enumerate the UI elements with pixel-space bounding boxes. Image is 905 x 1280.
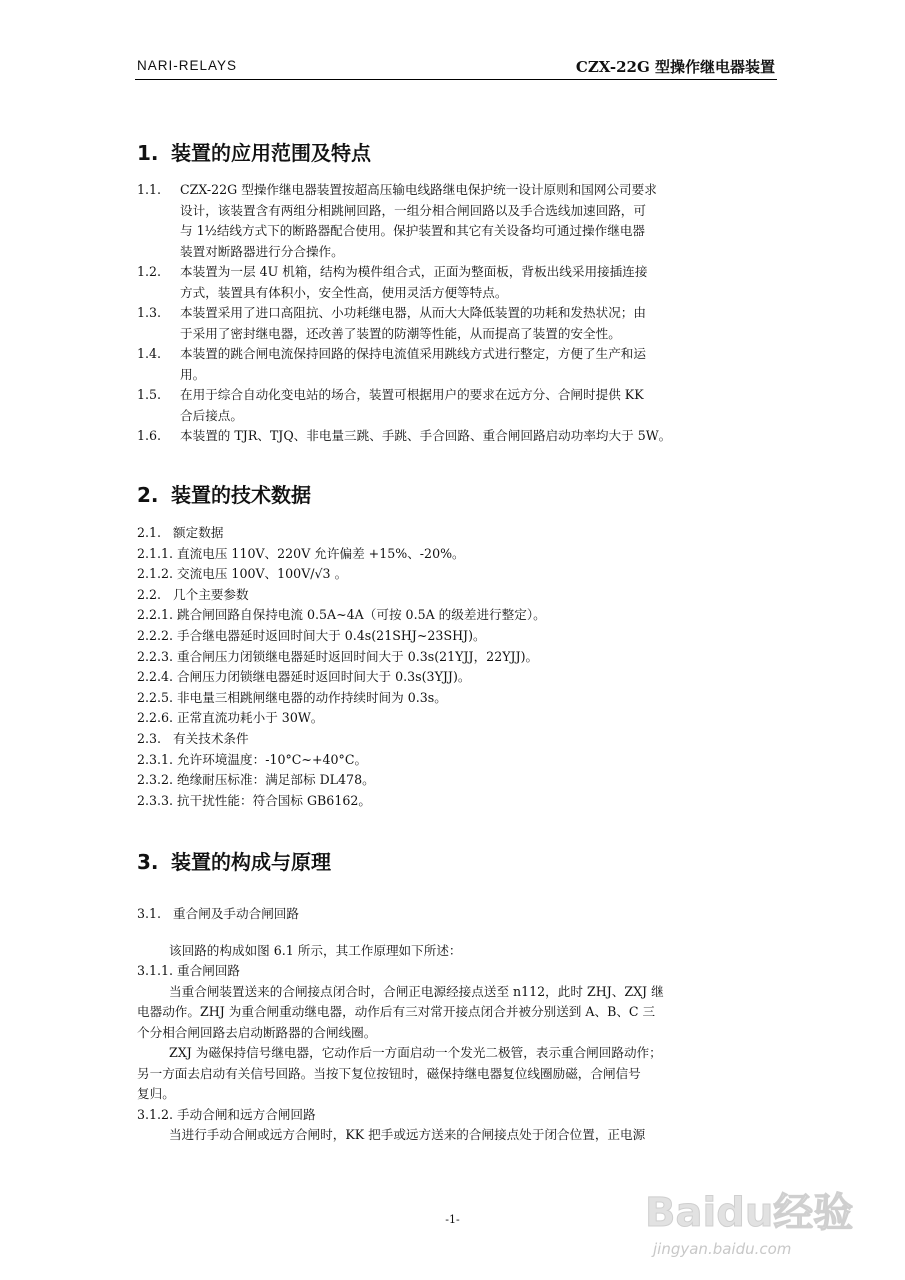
section-number: 1. bbox=[137, 141, 159, 165]
spec-line: 2.3.3. 抗干扰性能：符合国标 GB6162。 bbox=[137, 792, 371, 808]
section-3-body bbox=[137, 904, 777, 1146]
text-line: CZX-22G 型操作继电器装置按超高压输电线路继电保护统一设计原则和国网公司要求 bbox=[180, 182, 657, 197]
text-line: 本装置采用了进口高阻抗、小功耗继电器，从而大大降低装置的功耗和发热状况；由 bbox=[180, 305, 646, 320]
spec-line: 2.1.2. 交流电压 100V、100V/√3 。 bbox=[137, 566, 348, 582]
paragraph-line: 当进行手动合闸或远方合闸时，KK 把手或远方送来的合闸接点处于闭合位置，正电源 bbox=[169, 1127, 646, 1142]
section-title: 装置的构成与原理 bbox=[171, 850, 331, 874]
paragraph-line: 电器动作。ZHJ 为重合闸重动继电器，动作后有三对常开接点闭合并被分别送到 A、B、C 三 bbox=[137, 1004, 656, 1019]
item-number: 1.3. bbox=[137, 305, 162, 320]
spec-line: 2.2.5. 非电量三相跳闸继电器的动作持续时间为 0.3s。 bbox=[137, 689, 447, 705]
section-2-title bbox=[137, 479, 311, 508]
item-number: 1.6. bbox=[137, 428, 162, 443]
section-number: 2. bbox=[137, 483, 159, 507]
paragraph-line: 该回路的构成如图 6.1 所示，其工作原理如下所述： bbox=[169, 942, 462, 958]
spec-line: 2.2.4. 合闸压力闭锁继电器延时返回时间大于 0.3s(3YJJ)。 bbox=[137, 669, 471, 685]
item-number: 1.4. bbox=[137, 346, 162, 361]
section-1-title bbox=[137, 137, 371, 166]
section-title: 装置的应用范围及特点 bbox=[171, 141, 371, 165]
spec-line: 2.1.1. 直流电压 110V、220V 允许偏差 +15%、-20%。 bbox=[137, 545, 465, 561]
spec-line: 2.3.2. 绝缘耐压标准：满足部标 DL478。 bbox=[137, 772, 375, 788]
section-1-list bbox=[137, 180, 777, 447]
section-title: 装置的技术数据 bbox=[171, 483, 311, 507]
text-line: 合后接点。 bbox=[180, 407, 243, 423]
list-item bbox=[137, 262, 777, 303]
item-number: 1.2. bbox=[137, 264, 162, 279]
paragraph-line: ZXJ 为磁保持信号继电器，它动作后一方面启动一个发光二极管，表示重合闸回路动作； bbox=[169, 1045, 662, 1060]
spec-line: 2.2.6. 正常直流功耗小于 30W。 bbox=[137, 710, 324, 726]
text-line: 用。 bbox=[180, 366, 206, 382]
item-number: 1.5. bbox=[137, 387, 162, 402]
spec-line: 2.1. 额定数据 bbox=[137, 525, 224, 540]
page-number: -1- bbox=[445, 1213, 460, 1226]
header-left: NARI-RELAYS bbox=[137, 58, 238, 73]
text-line: 设计，该装置含有两组分相跳闸回路，一组分相合闸回路以及手合选线加速回路，可 bbox=[180, 202, 646, 218]
spec-line: 2.2.1. 跳合闸回路自保持电流 0.5A~4A（可按 0.5A 的级差进行整定）。 bbox=[137, 607, 546, 623]
text-line: 本装置为一层 4U 机箱，结构为模件组合式，正面为整面板，背板出线采用接插连接 bbox=[180, 264, 648, 279]
text-line: 方式，装置具有体积小，安全性高，使用灵活方便等特点。 bbox=[180, 284, 508, 300]
section-3-title bbox=[137, 846, 331, 875]
paragraph-line: 个分相合闸回路去启动断路器的合闸线圈。 bbox=[137, 1024, 377, 1040]
header-right: CZX-22G 型操作继电器装置 bbox=[575, 58, 775, 76]
list-item bbox=[137, 180, 777, 262]
section-2-list bbox=[137, 523, 777, 811]
watermark-brand: Baidu经验 bbox=[645, 1190, 854, 1236]
watermark-url: jingyan.baidu.com bbox=[653, 1240, 792, 1258]
spec-line: 2.2.2. 手合继电器延时返回时间大于 0.4s(21SHJ~23SHJ)。 bbox=[137, 627, 486, 643]
text-line: 本装置的 TJR、TJQ、非电量三跳、手跳、手合回路、重合闸回路启动功率均大于 5W。 bbox=[180, 428, 672, 443]
list-item bbox=[137, 303, 777, 344]
header-rule bbox=[135, 79, 777, 80]
subsection-heading: 3.1.2. 手动合闸和远方合闸回路 bbox=[137, 1106, 316, 1122]
paragraph-line: 当重合闸装置送来的合闸接点闭合时，合闸正电源经接点送至 n112，此时 ZHJ、ZXJ 继 bbox=[169, 983, 664, 999]
text-line: 装置对断路器进行分合操作。 bbox=[180, 243, 344, 259]
text-line: 与 1½结线方式下的断路器配合使用。保护装置和其它有关设备均可通过操作继电器 bbox=[180, 223, 646, 238]
subsection-heading: 3.1.1. 重合闸回路 bbox=[137, 963, 241, 978]
list-item bbox=[137, 344, 777, 385]
subsection-heading: 3.1. 重合闸及手动合闸回路 bbox=[137, 906, 299, 921]
text-line: 于采用了密封继电器，还改善了装置的防潮等性能，从而提高了装置的安全性。 bbox=[180, 325, 621, 341]
paragraph-line: 另一方面去启动有关信号回路。当按下复位按钮时，磁保持继电器复位线圈励磁，合闸信号 bbox=[137, 1065, 641, 1081]
section-number: 3. bbox=[137, 850, 159, 874]
spec-line: 2.3.1. 允许环境温度：-10°C~+40°C。 bbox=[137, 751, 368, 767]
list-item bbox=[137, 385, 777, 426]
text-line: 本装置的跳合闸电流保持回路的保持电流值采用跳线方式进行整定，方便了生产和运 bbox=[180, 346, 646, 361]
list-item bbox=[137, 426, 777, 447]
item-number: 1.1. bbox=[137, 182, 162, 197]
paragraph-line: 复归。 bbox=[137, 1086, 175, 1101]
text-line: 在用于综合自动化变电站的场合，装置可根据用户的要求在远方分、合闸时提供 KK bbox=[180, 387, 644, 402]
spec-line: 2.3. 有关技术条件 bbox=[137, 730, 249, 746]
spec-line: 2.2.3. 重合闸压力闭锁继电器延时返回时间大于 0.3s(21YJJ，22YJJ)。 bbox=[137, 648, 539, 664]
spec-line: 2.2. 几个主要参数 bbox=[137, 586, 249, 602]
